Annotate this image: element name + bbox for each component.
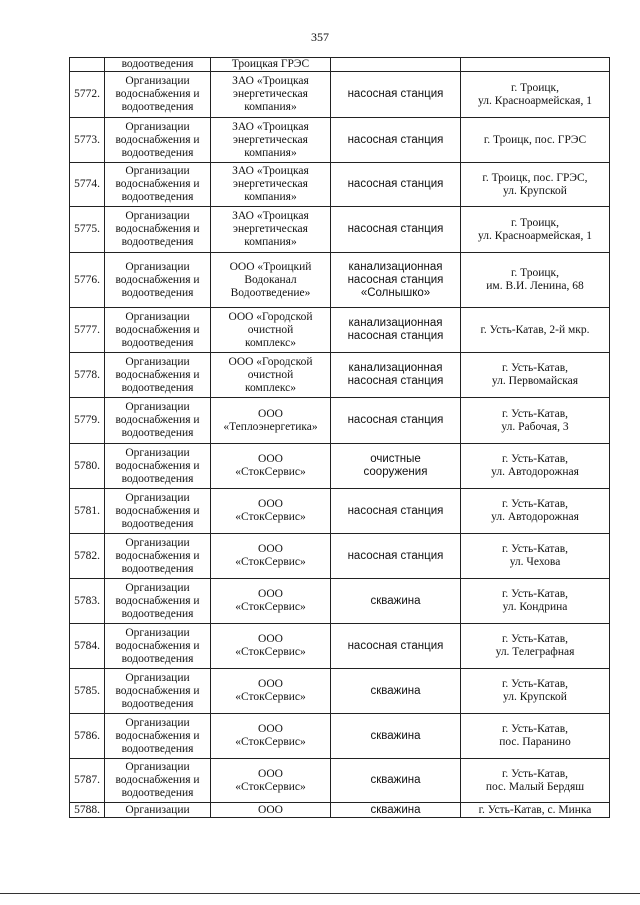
organization-cell-line: энергетическая	[233, 223, 308, 235]
activity-type-cell-line: водоотведения	[121, 787, 194, 799]
address-cell-line: г. Усть-Катав,	[501, 362, 569, 374]
object-cell	[331, 624, 461, 669]
object-cell	[331, 58, 461, 72]
activity-type-cell-line: Организации	[125, 581, 190, 594]
address-cell-line: ул. Первомайская	[491, 375, 579, 387]
address-cell	[461, 308, 610, 353]
activity-type-cell	[105, 308, 211, 353]
activity-type-cell	[105, 163, 211, 207]
table-row	[70, 58, 610, 72]
organization-cell-line: компания»	[244, 101, 297, 113]
organization-cell-line: ООО	[258, 498, 283, 510]
object-cell	[331, 163, 461, 207]
object-cell	[331, 714, 461, 759]
object-cell	[331, 803, 461, 818]
activity-type-cell	[105, 444, 211, 489]
organization-cell	[211, 534, 331, 579]
activity-type-cell-line: водоснабжения и	[115, 504, 200, 517]
address-cell-line: г. Троицк,	[510, 216, 560, 229]
organization-cell-line: «СтокСервис»	[235, 736, 306, 748]
address-cell-line: пос. Паранино	[499, 736, 571, 748]
address-cell-line: г. Усть-Катав,	[501, 678, 569, 690]
table-row	[70, 624, 610, 669]
object-cell-line: насосная станция	[347, 414, 444, 426]
organization-cell-line: ООО	[258, 543, 283, 555]
address-cell-line: г. Троицк,	[510, 81, 560, 94]
object-cell	[331, 444, 461, 489]
organization-cell	[211, 398, 331, 444]
activity-type-cell	[105, 714, 211, 759]
page-bottom-rule	[0, 893, 640, 894]
registry-table	[69, 57, 610, 818]
activity-type-cell-line: водоотведения	[121, 336, 194, 349]
activity-type-cell-line: водоснабжения и	[115, 594, 200, 607]
object-cell-line: насосная станция	[347, 133, 444, 146]
organization-cell-line: ООО «Троицкий	[229, 260, 312, 273]
activity-type-cell-line: водоотведения	[121, 742, 194, 755]
address-cell-line: г. Усть-Катав,	[501, 633, 569, 645]
object-cell	[331, 353, 461, 398]
table-row	[70, 207, 610, 253]
table-row	[70, 163, 610, 207]
address-cell-line: г. Усть-Катав,	[501, 407, 569, 420]
activity-type-cell-line: водоотведения	[121, 58, 194, 70]
organization-cell-line: ООО	[258, 767, 283, 780]
address-cell-line: г. Усть-Катав,	[501, 543, 569, 555]
object-cell	[331, 207, 461, 253]
address-cell	[461, 534, 610, 579]
row-number-cell: 5785.	[70, 669, 105, 714]
address-cell-line: г. Троицк,	[510, 267, 560, 279]
organization-cell-line: ООО	[258, 407, 283, 420]
address-cell	[461, 72, 610, 118]
organization-cell-line: ЗАО «Троицкая	[232, 165, 309, 177]
row-number-cell: 5779.	[70, 398, 105, 444]
address-cell	[461, 444, 610, 489]
activity-type-cell-line: Организации	[125, 671, 190, 684]
address-cell-line: ул. Красноармейская, 1	[478, 94, 592, 107]
organization-cell-line: «СтокСервис»	[235, 691, 306, 703]
organization-cell-line: ЗАО «Троицкая	[232, 75, 309, 87]
object-cell-line: скважина	[370, 774, 421, 786]
object-cell-line: скважина	[370, 594, 421, 607]
activity-type-cell-line: водоснабжения и	[115, 729, 200, 742]
address-cell-line: г. Усть-Катав,	[501, 498, 569, 510]
organization-cell	[211, 669, 331, 714]
organization-cell-line: ЗАО «Троицкая	[232, 210, 309, 222]
activity-type-cell-line: водоснабжения и	[115, 323, 200, 336]
row-number-cell: 5778.	[70, 353, 105, 398]
table-row	[70, 353, 610, 398]
row-number-cell	[70, 58, 105, 72]
activity-type-cell-line: водоснабжения и	[115, 178, 200, 190]
activity-type-cell-line: водоотведения	[121, 607, 194, 620]
activity-type-cell-line: водоотведения	[121, 381, 194, 394]
address-cell-line: г. Усть-Катав,	[501, 767, 569, 780]
organization-cell-line: «СтокСервис»	[235, 601, 306, 613]
activity-type-cell	[105, 669, 211, 714]
address-cell	[461, 579, 610, 624]
address-cell	[461, 759, 610, 803]
activity-type-cell-line: Организации	[125, 626, 190, 639]
row-number-cell: 5772.	[70, 72, 105, 118]
address-cell	[461, 207, 610, 253]
organization-cell-line: комплекс»	[245, 336, 296, 349]
organization-cell-line: комплекс»	[245, 381, 296, 394]
organization-cell-line: очистной	[247, 368, 294, 381]
organization-cell-line: Троицкая ГРЭС	[231, 58, 310, 70]
address-cell-line: ул. Красноармейская, 1	[478, 229, 592, 242]
activity-type-cell	[105, 759, 211, 803]
activity-type-cell-line: водоотведения	[121, 472, 194, 485]
object-cell-line: скважина	[370, 729, 421, 742]
address-cell	[461, 253, 610, 308]
object-cell-line: насосная станция	[347, 375, 444, 387]
address-cell-line: ул. Чехова	[509, 556, 561, 568]
object-cell-line: скважина	[370, 803, 421, 816]
activity-type-cell	[105, 72, 211, 118]
object-cell	[331, 398, 461, 444]
address-cell-line: ул. Крупской	[503, 691, 567, 703]
address-cell-line: им. В.И. Ленина, 68	[486, 280, 584, 292]
activity-type-cell-line: водоотведения	[121, 146, 194, 159]
object-cell-line: канализационная	[348, 362, 443, 374]
organization-cell-line: энергетическая	[233, 88, 308, 100]
address-cell-line: г. Усть-Катав, с. Минка	[478, 803, 592, 816]
activity-type-cell-line: водоснабжения и	[115, 273, 200, 286]
address-cell-line: г. Троицк, пос. ГРЭС	[483, 133, 587, 146]
activity-type-cell-line: водоснабжения и	[115, 368, 200, 381]
organization-cell-line: ООО	[258, 803, 283, 816]
activity-type-cell	[105, 803, 211, 818]
activity-type-cell-line: водоснабжения и	[115, 223, 200, 235]
organization-cell-line: ООО	[258, 633, 283, 645]
address-cell-line: ул. Автодорожная	[491, 511, 579, 523]
address-cell	[461, 624, 610, 669]
object-cell	[331, 669, 461, 714]
organization-cell	[211, 207, 331, 253]
activity-type-cell	[105, 398, 211, 444]
organization-cell-line: компания»	[244, 146, 297, 159]
organization-cell	[211, 353, 331, 398]
activity-type-cell	[105, 534, 211, 579]
activity-type-cell	[105, 253, 211, 308]
address-cell-line: ул. Рабочая, 3	[501, 420, 569, 433]
activity-type-cell-line: водоснабжения и	[115, 88, 200, 100]
activity-type-cell-line: водоотведения	[121, 286, 194, 299]
organization-cell-line: энергетическая	[233, 133, 308, 146]
object-cell-line: скважина	[370, 684, 421, 697]
activity-type-cell-line: Организации	[125, 165, 190, 177]
activity-type-cell-line: водоотведения	[121, 427, 194, 439]
object-cell	[331, 72, 461, 118]
object-cell-line: канализационная	[348, 260, 443, 273]
row-number-cell: 5777.	[70, 308, 105, 353]
row-number-cell: 5780.	[70, 444, 105, 489]
address-cell-line: ул. Кондрина	[502, 601, 568, 613]
activity-type-cell-line: водоснабжения и	[115, 639, 200, 652]
address-cell-line: г. Усть-Катав,	[501, 723, 569, 735]
organization-cell-line: «Теплоэнергетика»	[223, 420, 318, 433]
organization-cell-line: ООО	[258, 678, 283, 690]
address-cell	[461, 669, 610, 714]
row-number-cell: 5788.	[70, 803, 105, 818]
activity-type-cell-line: Организации	[125, 491, 190, 504]
activity-type-cell-line: Организации	[125, 536, 190, 549]
address-cell-line: ул. Крупской	[503, 184, 567, 197]
activity-type-cell	[105, 624, 211, 669]
activity-type-cell-line: Организации	[125, 260, 190, 273]
address-cell	[461, 714, 610, 759]
table-row	[70, 714, 610, 759]
address-cell-line: г. Усть-Катав,	[501, 588, 569, 600]
row-number-cell: 5787.	[70, 759, 105, 803]
activity-type-cell-line: водоотведения	[121, 236, 194, 248]
activity-type-cell	[105, 579, 211, 624]
row-number-cell: 5774.	[70, 163, 105, 207]
table-row	[70, 253, 610, 308]
table-row	[70, 308, 610, 353]
organization-cell-line: Водоотведение»	[230, 286, 311, 299]
address-cell-line: г. Усть-Катав, 2-й мкр.	[480, 323, 590, 336]
page-number: 357	[311, 30, 329, 44]
object-cell-line: насосная станция	[347, 178, 444, 190]
table-row	[70, 398, 610, 444]
activity-type-cell-line: водоотведения	[121, 562, 194, 575]
organization-cell-line: ООО	[258, 453, 283, 465]
organization-cell-line: очистной	[247, 323, 294, 336]
object-cell-line: насосная станция	[347, 639, 444, 652]
address-cell	[461, 489, 610, 534]
object-cell-line: насосная станция	[347, 504, 444, 517]
row-number-cell: 5773.	[70, 118, 105, 163]
address-cell	[461, 118, 610, 163]
organization-cell-line: ЗАО «Троицкая	[232, 120, 309, 133]
organization-cell-line: энергетическая	[233, 178, 308, 190]
organization-cell	[211, 624, 331, 669]
row-number-cell: 5786.	[70, 714, 105, 759]
organization-cell-line: компания»	[244, 191, 297, 203]
activity-type-cell-line: водоснабжения и	[115, 684, 200, 697]
row-number-cell: 5782.	[70, 534, 105, 579]
organization-cell	[211, 579, 331, 624]
address-cell-line: г. Усть-Катав,	[501, 453, 569, 465]
table-row	[70, 759, 610, 803]
organization-cell	[211, 489, 331, 534]
address-cell	[461, 398, 610, 444]
activity-type-cell-line: водоотведения	[121, 191, 194, 203]
address-cell	[461, 163, 610, 207]
object-cell	[331, 759, 461, 803]
object-cell-line: «Солнышко»	[360, 286, 431, 299]
activity-type-cell-line: Организации	[125, 803, 190, 816]
activity-type-cell-line: водоснабжения и	[115, 774, 200, 786]
organization-cell-line: «СтокСервис»	[235, 646, 306, 658]
organization-cell	[211, 163, 331, 207]
organization-cell-line: ООО	[258, 588, 283, 600]
activity-type-cell-line: водоотведения	[121, 697, 194, 710]
organization-cell	[211, 714, 331, 759]
organization-cell	[211, 308, 331, 353]
object-cell-line: насосная станция	[347, 549, 444, 562]
activity-type-cell-line: Организации	[125, 761, 190, 773]
object-cell-line: насосная станция	[347, 273, 444, 286]
object-cell-line: сооружения	[363, 466, 428, 478]
object-cell-line: очистные	[370, 453, 421, 465]
activity-type-cell-line: Организации	[125, 210, 190, 222]
activity-type-cell-line: Организации	[125, 446, 190, 459]
activity-type-cell	[105, 353, 211, 398]
organization-cell	[211, 72, 331, 118]
address-cell-line: г. Троицк, пос. ГРЭС,	[482, 171, 588, 184]
address-cell	[461, 803, 610, 818]
object-cell	[331, 308, 461, 353]
activity-type-cell-line: водоотведения	[121, 652, 194, 665]
activity-type-cell	[105, 118, 211, 163]
table-row	[70, 534, 610, 579]
address-cell-line: ул. Телеграфная	[495, 646, 575, 658]
activity-type-cell-line: Организации	[125, 310, 190, 323]
activity-type-cell-line: Организации	[125, 716, 190, 729]
organization-cell	[211, 803, 331, 818]
activity-type-cell-line: Организации	[125, 120, 190, 133]
row-number-cell: 5781.	[70, 489, 105, 534]
activity-type-cell-line: Организации	[125, 401, 190, 413]
table-row	[70, 489, 610, 534]
organization-cell	[211, 253, 331, 308]
organization-cell-line: ООО	[258, 723, 283, 735]
activity-type-cell-line: водоснабжения и	[115, 459, 200, 472]
organization-cell-line: ООО «Городской	[228, 310, 313, 323]
organization-cell-line: компания»	[244, 236, 297, 248]
activity-type-cell-line: водоснабжения и	[115, 133, 200, 146]
organization-cell	[211, 759, 331, 803]
table-row	[70, 118, 610, 163]
activity-type-cell-line: водоснабжения и	[115, 414, 200, 426]
organization-cell-line: «СтокСервис»	[235, 466, 306, 478]
activity-type-cell-line: водоотведения	[121, 101, 194, 113]
table-row	[70, 579, 610, 624]
object-cell	[331, 489, 461, 534]
organization-cell-line: ООО «Городской	[228, 355, 313, 368]
table-row	[70, 803, 610, 818]
address-cell-line: ул. Автодорожная	[491, 466, 579, 478]
activity-type-cell	[105, 207, 211, 253]
organization-cell-line: «СтокСервис»	[235, 511, 306, 523]
organization-cell-line: «СтокСервис»	[235, 556, 306, 568]
object-cell	[331, 253, 461, 308]
row-number-cell: 5784.	[70, 624, 105, 669]
organization-cell-line: «СтокСервис»	[235, 780, 306, 793]
table-row	[70, 444, 610, 489]
activity-type-cell-line: Организации	[125, 355, 190, 368]
object-cell-line: насосная станция	[347, 223, 444, 235]
object-cell-line: канализационная	[348, 317, 443, 329]
activity-type-cell-line: водоснабжения и	[115, 549, 200, 562]
organization-cell	[211, 58, 331, 72]
row-number-cell: 5783.	[70, 579, 105, 624]
organization-cell	[211, 444, 331, 489]
address-cell-line: пос. Малый Бердяш	[485, 780, 585, 793]
registry-table-body	[70, 58, 610, 818]
row-number-cell: 5775.	[70, 207, 105, 253]
table-row	[70, 669, 610, 714]
row-number-cell: 5776.	[70, 253, 105, 308]
activity-type-cell	[105, 58, 211, 72]
activity-type-cell-line: водоотведения	[121, 517, 194, 530]
object-cell-line: насосная станция	[347, 330, 444, 342]
activity-type-cell	[105, 489, 211, 534]
object-cell-line: насосная станция	[347, 88, 444, 100]
address-cell	[461, 58, 610, 72]
object-cell	[331, 579, 461, 624]
organization-cell	[211, 118, 331, 163]
object-cell	[331, 534, 461, 579]
address-cell	[461, 353, 610, 398]
organization-cell-line: Водоканал	[244, 273, 297, 286]
activity-type-cell-line: Организации	[125, 75, 190, 87]
table-row	[70, 72, 610, 118]
object-cell	[331, 118, 461, 163]
